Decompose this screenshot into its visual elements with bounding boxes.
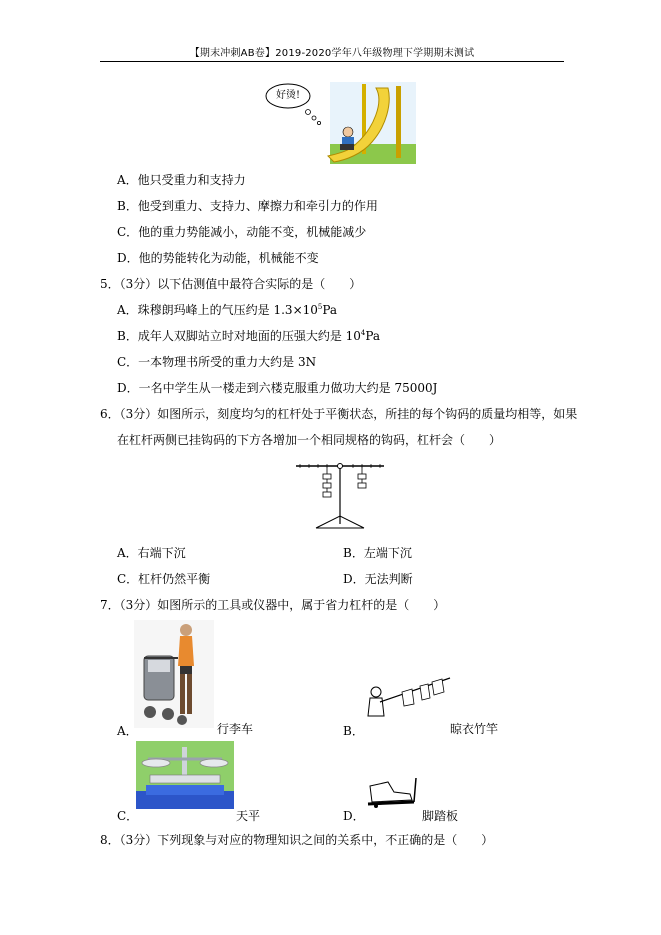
- q7-option-b-letter: B．: [343, 724, 364, 738]
- exponent: 5: [317, 303, 323, 311]
- speech-bubble-text: 好烫!: [276, 90, 301, 101]
- q5-stem: 5．（3分）以下估测值中最符合实际的是（ ）: [100, 277, 362, 291]
- luggage-cart-figure: [134, 620, 214, 728]
- lever-figure: [290, 458, 390, 534]
- q4-option-c: [117, 224, 366, 240]
- q5-option-d: D．一名中学生从一楼走到六楼克服重力做功大约是 75000J: [117, 381, 438, 395]
- q5-option-a: [117, 302, 337, 318]
- q6-option-b: B．左端下沉: [343, 546, 412, 560]
- q8-stem: 8．（3分）下列现象与对应的物理知识之间的关系中，不正确的是（ ）: [100, 833, 494, 847]
- q4-option-d: [117, 250, 319, 266]
- q4-option-a: [117, 172, 246, 188]
- option-text: 他只受重力和支持力: [137, 173, 246, 187]
- page-header: 【期末冲刺AB卷】2019-2020学年八年级物理下学期期末测试: [189, 48, 475, 59]
- option-text: A．珠穆朗玛峰上的气压约是 1.3×10: [117, 303, 318, 317]
- q6-stem-line1: 6．（3分）如图所示，刻度均匀的杠杆处于平衡状态，所挂的每个钩码的质量均相等，如果: [100, 407, 578, 421]
- q7-option-b-caption: 晾衣竹竿: [450, 722, 499, 736]
- header-rule: [100, 61, 564, 62]
- exponent: 4: [360, 329, 366, 337]
- pedal-figure: [364, 776, 420, 812]
- option-letter: D．: [117, 251, 139, 265]
- q6-option-a: A．右端下沉: [117, 546, 186, 560]
- q7-option-c-letter: C．: [117, 809, 139, 823]
- option-letter: C．: [117, 225, 139, 239]
- q7-stem: 7．（3分）如图所示的工具或仪器中，属于省力杠杆的是（ ）: [100, 598, 446, 612]
- q4-option-b: [117, 198, 378, 214]
- option-text: 他受到重力、支持力、摩擦力和牵引力的作用: [137, 199, 378, 213]
- q7-option-d-caption: 脚踏板: [422, 809, 459, 823]
- balance-scale-figure: [136, 741, 234, 809]
- option-text: 他的势能转化为动能，机械能不变: [138, 251, 319, 265]
- q7-option-a-letter: A．: [117, 724, 138, 738]
- option-text: 他的重力势能减小，动能不变，机械能减少: [138, 225, 367, 239]
- q5-option-b: [117, 328, 380, 344]
- q6-option-d: D．无法判断: [343, 572, 413, 586]
- option-letter: A．: [117, 173, 138, 187]
- q7-option-d-letter: D．: [343, 809, 365, 823]
- option-text: B．成年人双脚站立时对地面的压强大约是 10: [117, 329, 361, 343]
- q6-stem-line2: 在杠杆两侧已挂钩码的下方各增加一个相同规格的钩码，杠杆会（ ）: [117, 433, 502, 447]
- unit: Pa: [322, 303, 338, 317]
- option-letter: B．: [117, 199, 138, 213]
- q5-option-c: C．一本物理书所受的重力大约是 3N: [117, 355, 317, 369]
- q7-option-a-caption: 行李车: [217, 722, 254, 736]
- q7-option-c-caption: 天平: [236, 809, 261, 823]
- q6-option-c: C．杠杆仍然平衡: [117, 572, 211, 586]
- clothes-pole-figure: [362, 668, 452, 728]
- unit: Pa: [365, 329, 381, 343]
